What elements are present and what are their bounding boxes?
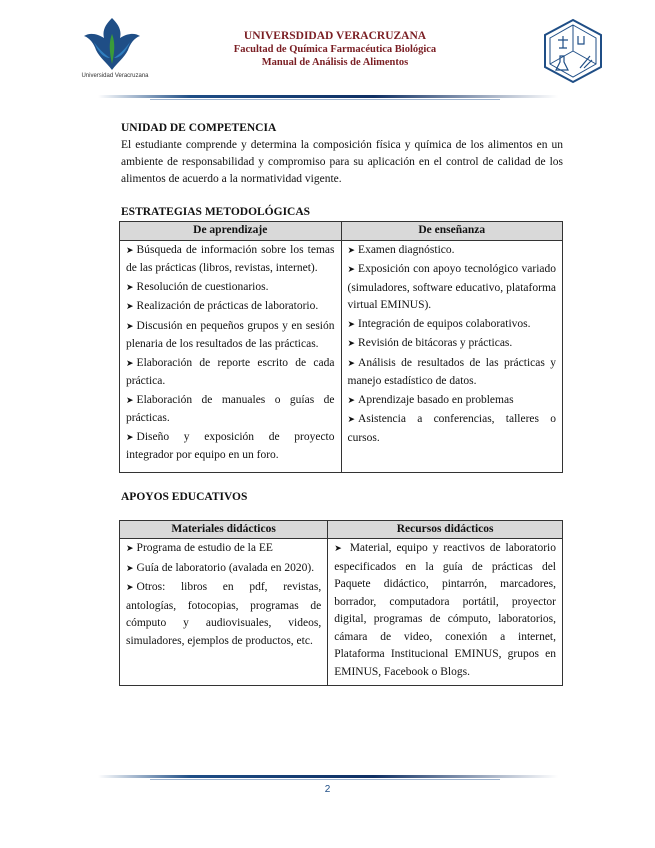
list-item: ➤ Material, equipo y reactivos de laboratorio especificados en la guía de prácticas del Paquete didáctico, pintarrón, marcadores, borrador, computadora portátil, proyector digital, programas de cómputo, laboratorios, cámara de video, conexión a internet, Plataforma Institucional EMINUS, grupos en EMINUS, Facebook o Blogs. bbox=[334, 542, 557, 678]
recursos-cell bbox=[328, 539, 563, 686]
ensenanza-cell bbox=[341, 240, 563, 472]
arrow-bullet-icon: ➤ bbox=[126, 321, 134, 332]
estrategias-title: ESTRATEGIAS METODOLÓGICAS bbox=[121, 206, 311, 218]
competencia-title: UNIDAD DE COMPETENCIA bbox=[121, 122, 277, 134]
logo-caption: Universidad Veracruzana bbox=[81, 73, 149, 79]
arrow-bullet-icon: ➤ bbox=[126, 282, 134, 293]
page-content bbox=[121, 120, 563, 686]
aprendizaje-cell bbox=[120, 240, 342, 472]
footer-rule bbox=[98, 775, 558, 778]
list-item: ➤ Elaboración de manuales o guías de prácticas. bbox=[126, 393, 335, 424]
list-item: ➤ Análisis de resultados de las prácticas y manejo estadístico de datos. bbox=[347, 356, 556, 387]
col-recursos-header: Recursos didácticos bbox=[328, 520, 563, 539]
apoyos-title: APOYOS EDUCATIVOS bbox=[121, 490, 248, 503]
list-item: ➤ Revisión de bitácoras y prácticas. bbox=[347, 337, 513, 349]
arrow-bullet-icon: ➤ bbox=[347, 245, 356, 256]
arrow-bullet-icon: ➤ bbox=[334, 544, 342, 554]
col-aprendizaje-header: De aprendizaje bbox=[120, 222, 342, 241]
list-item: ➤ Diseño y exposición de proyecto integrador por equipo en un foro. bbox=[126, 430, 335, 461]
estrategias-header-row bbox=[120, 222, 563, 241]
col-ensenanza-header: De enseñanza bbox=[341, 222, 563, 241]
list-item: ➤ Búsqueda de información sobre los temas de las prácticas (libros, revistas, internet). bbox=[126, 243, 335, 274]
list-item: ➤ Asistencia a conferencias, talleres o cursos. bbox=[347, 413, 556, 444]
arrow-bullet-icon: ➤ bbox=[126, 358, 134, 369]
estrategias-body-row bbox=[120, 240, 563, 472]
header-titles bbox=[210, 30, 460, 69]
competencia-text: El estudiante comprende y determina la composición física y química de los alimentos en un ambiente de responsabilidad y compromiso para su aplicación en el control de calidad de los alimentos de acuerdo a la normatividad vigente. bbox=[121, 139, 563, 185]
list-item: ➤ Elaboración de reporte escrito de cada práctica. bbox=[126, 356, 335, 387]
manual-title: Manual de Análisis de Alimentos bbox=[261, 57, 409, 68]
header-rule bbox=[98, 95, 558, 98]
arrow-bullet-icon: ➤ bbox=[347, 339, 356, 349]
list-item: ➤ Programa de estudio de la EE bbox=[126, 542, 273, 554]
arrow-bullet-icon: ➤ bbox=[347, 395, 356, 406]
footer-rule-thin bbox=[150, 779, 500, 780]
university-name: UNIVERSDIDAD VERACRUZANA bbox=[243, 30, 427, 42]
list-item: ➤ Aprendizaje basado en problemas bbox=[347, 393, 514, 406]
list-item: ➤ Examen diagnóstico. bbox=[347, 243, 455, 256]
list-item: ➤ Integración de equipos colaborativos. bbox=[347, 317, 531, 330]
arrow-bullet-icon: ➤ bbox=[126, 245, 134, 256]
list-item: ➤ Exposición con apoyo tecnológico variado (simuladores, software educativo, plataforma virtual EMINUS). bbox=[347, 263, 556, 311]
arrow-bullet-icon: ➤ bbox=[347, 358, 356, 369]
arrow-bullet-icon: ➤ bbox=[347, 415, 356, 425]
page-number: 2 bbox=[324, 784, 331, 795]
list-item: ➤ Resolución de cuestionarios. bbox=[126, 280, 269, 293]
arrow-bullet-icon: ➤ bbox=[347, 265, 356, 275]
arrow-bullet-icon: ➤ bbox=[126, 544, 134, 554]
arrow-bullet-icon: ➤ bbox=[126, 563, 134, 574]
arrow-bullet-icon: ➤ bbox=[126, 395, 134, 406]
apoyos-header-row bbox=[120, 520, 563, 539]
list-item: ➤ Guía de laboratorio (avalada en 2020). bbox=[126, 561, 315, 574]
list-item: ➤ Realización de prácticas de laboratorio. bbox=[126, 300, 319, 312]
arrow-bullet-icon: ➤ bbox=[347, 319, 356, 330]
apoyos-body-row bbox=[120, 539, 563, 686]
list-item: ➤ Otros: libros en pdf, revistas, antologías, fotocopias, programas de cómputo y audiovisuales, videos, simuladores, ejemplos de productos, etc. bbox=[126, 581, 322, 647]
arrow-bullet-icon: ➤ bbox=[126, 302, 134, 312]
faculty-hexagon-logo bbox=[540, 18, 606, 84]
apoyos-table bbox=[119, 520, 563, 687]
col-materiales-header: Materiales didácticos bbox=[120, 520, 328, 539]
faculty-name: Facultad de Química Farmacéutica Biológica bbox=[233, 44, 437, 55]
estrategias-table bbox=[119, 221, 563, 473]
header-rule-thin bbox=[150, 99, 500, 100]
arrow-bullet-icon: ➤ bbox=[126, 432, 134, 443]
arrow-bullet-icon: ➤ bbox=[126, 583, 134, 593]
materiales-cell bbox=[120, 539, 328, 686]
list-item: ➤ Discusión en pequeños grupos y en sesión plenaria de los resultados de las prácticas. bbox=[126, 319, 335, 350]
page-header bbox=[0, 0, 655, 100]
